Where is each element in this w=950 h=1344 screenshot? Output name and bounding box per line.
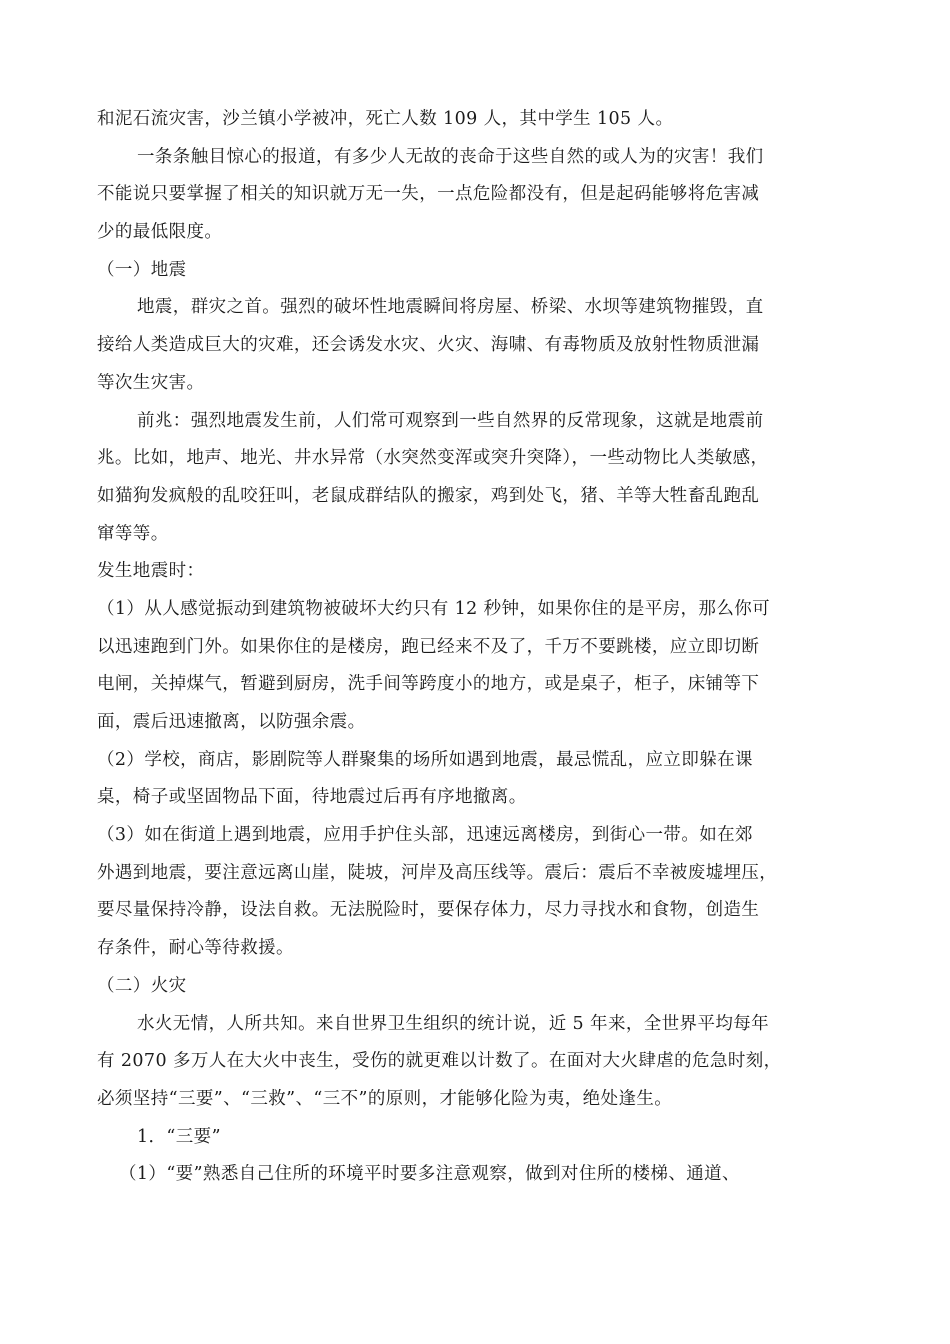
text-line: 不能说只要掌握了相关的知识就万无一失，一点危险都没有，但是起码能够将危害减: [97, 184, 760, 205]
text-line: 和泥石流灾害，沙兰镇小学被冲，死亡人数 109 人，其中学生 105 人。: [97, 109, 674, 129]
text-line: 电闸，关掉煤气，暂避到厨房，洗手间等跨度小的地方，或是桌子，柜子，床铺等下: [97, 674, 760, 695]
text-line: 必须坚持“三要”、“三救”、“三不”的原则，才能够化险为夷，绝处逢生。: [97, 1088, 673, 1109]
subheading-during-earthquake: 发生地震时：: [97, 561, 205, 582]
text-line: 水火无情，人所共知。来自世界卫生组织的统计说，近 5 年来，全世界平均每年: [137, 1013, 770, 1034]
text-line: 兆。比如，地声、地光、井水异常（水突然变浑或突升突降），一些动物比人类敏感，: [97, 448, 769, 469]
text-line: 如猫狗发疯般的乱咬狂叫，老鼠成群结队的搬家，鸡到处飞，猪、羊等大牲畜乱跑乱: [97, 485, 760, 506]
text-line: 以迅速跑到门外。如果你住的是楼房，跑已经来不及了，千万不要跳楼，应立即切断: [97, 636, 760, 657]
text-line: 接给人类造成巨大的灾难，还会诱发水灾、火灾、海啸、有毒物质及放射性物质泄漏: [97, 335, 760, 356]
text-line: 等次生灾害。: [97, 372, 205, 393]
text-line: 有 2070 多万人在大火中丧生，受伤的就更难以计数了。在面对大火肆虐的危急时刻，: [97, 1051, 782, 1072]
list-item-must-1: （1）“要”熟悉自己住所的环境平时要多注意观察，做到对住所的楼梯、通道、: [119, 1164, 740, 1185]
list-item-1: （1）从人感觉振动到建筑物被破坏大约只有 12 秒钟，如果你住的是平房，那么你可: [97, 598, 771, 619]
section-heading-fire: （二）火灾: [97, 975, 187, 996]
text-line: 地震，群灾之首。强烈的破坏性地震瞬间将房屋、桥梁、水坝等建筑物摧毁，直: [137, 297, 764, 318]
list-item-3: （3）如在街道上遇到地震，应用手护住头部，迅速远离楼房，到街心一带。如在郊: [97, 825, 753, 846]
text-line: 面，震后迅速撤离，以防强余震。: [97, 712, 366, 732]
text-line: 窜等等。: [97, 523, 169, 544]
list-item-2: （2）学校，商店，影剧院等人群聚集的场所如遇到地震，最忌慌乱，应立即躲在课: [97, 749, 753, 770]
text-line: 一条条触目惊心的报道，有多少人无故的丧命于这些自然的或人为的灾害！我们: [137, 146, 764, 167]
section-heading-earthquake: （一）地震: [97, 259, 187, 280]
document-body: [97, 101, 867, 1194]
text-line: 要尽量保持冷静，设法自救。无法脱险时，要保存体力，尽力寻找水和食物，创造生: [97, 900, 760, 921]
text-line: 少的最低限度。: [97, 222, 223, 243]
text-line: 存条件，耐心等待救援。: [97, 938, 294, 959]
subheading-three-musts: 1．“三要”: [137, 1126, 221, 1147]
text-line: 外遇到地震，要注意远离山崖，陡坡，河岸及高压线等。震后：震后不幸被废墟埋压，: [97, 862, 778, 883]
text-line: 前兆：强烈地震发生前，人们常可观察到一些自然界的反常现象，这就是地震前: [137, 410, 764, 431]
text-line: 桌，椅子或坚固物品下面，待地震过后再有序地撤离。: [97, 787, 527, 808]
